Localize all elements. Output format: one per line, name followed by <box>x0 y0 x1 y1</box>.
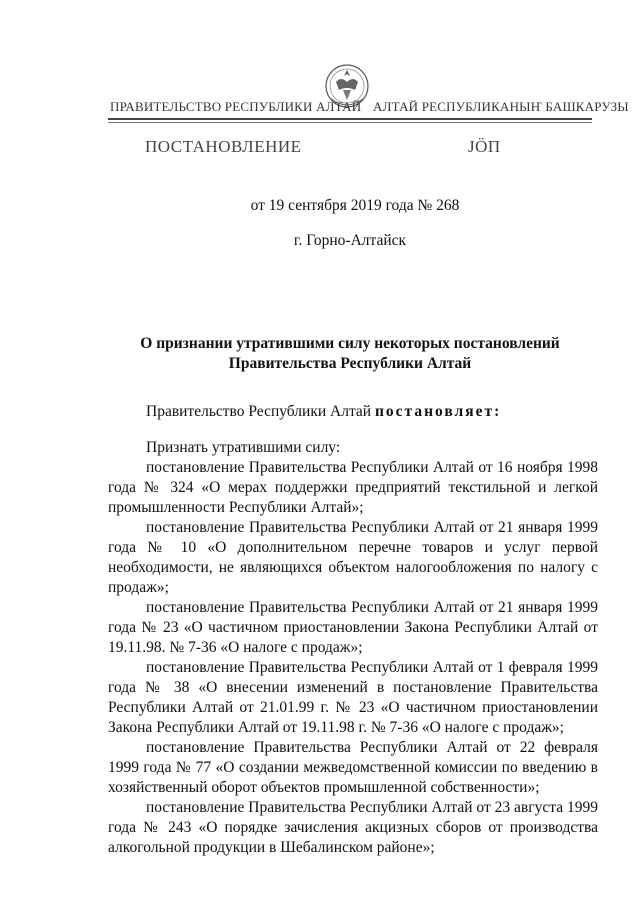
org-name-altai: АЛТАЙ РЕСПУБЛИКАНЫҤ БАШКАРУЗЫ <box>373 99 629 114</box>
city-text: г. Горно-Алтайск <box>293 232 407 249</box>
list-item: постановление Правительства Республики Алтай от 1 февраля 1999 года № 38 «О внесении изменений в постановление Правительства Республики Алтай от 21.01.99 г. № 23 «О частичном приостановлении Закона Республики Алтай от 19.11.98 г. № 7-36 «О налоге с продаж»; <box>108 659 598 736</box>
date-text: от 19 сентября 2019 года № 268 <box>250 197 460 214</box>
repealed-list <box>108 438 598 858</box>
header-rule-thin <box>108 122 592 123</box>
list-intro: Признать утратившими силу: <box>146 439 341 456</box>
list-item: постановление Правительства Республики Алтай от 16 ноября 1998 года № 324 «О мерах поддержки предприятий текстильной и легкой промышленности Республики Алтай»; <box>108 459 598 516</box>
decree-title <box>108 334 592 374</box>
title-line-1: О признании утратившими силу некоторых постановлений <box>140 335 560 352</box>
list-item: постановление Правительства Республики Алтай от 21 января 1999 года № 10 «О дополнительном перечне товаров и услуг первой необходимости, не являющихся объектом налогообложения по налогу с продаж»; <box>108 519 598 596</box>
header-rule-thick <box>108 118 592 120</box>
doc-type-russian: ПОСТАНОВЛЕНИЕ <box>145 137 302 156</box>
title-line-2: Правительства Республики Алтай <box>228 355 472 372</box>
preamble-emphasis: постановляет: <box>374 403 502 420</box>
list-item: постановление Правительства Республики Алтай от 22 февраля 1999 года № 77 «О создании межведомственной комиссии по введению в хозяйственный оборот объектов промышленной собственности»; <box>108 739 598 796</box>
preamble <box>108 402 598 422</box>
decree-date-number <box>0 197 640 215</box>
list-item: постановление Правительства Республики Алтай от 21 января 1999 года № 23 «О частичном приостановлении Закона Республики Алтай от 19.11.98. № 7-36 «О налоге с продаж»; <box>108 599 598 656</box>
doc-type-altai: JÖП <box>468 137 501 156</box>
org-name-russian: ПРАВИТЕЛЬСТВО РЕСПУБЛИКИ АЛТАЙ <box>110 99 362 114</box>
list-item: постановление Правительства Республики Алтай от 23 августа 1999 года № 243 «О порядке зачисления акцизных сборов от производства алкогольной продукции в Шебалинском районе»; <box>108 799 598 856</box>
preamble-text: Правительство Республики Алтай <box>146 403 375 420</box>
decree-city <box>0 232 640 250</box>
